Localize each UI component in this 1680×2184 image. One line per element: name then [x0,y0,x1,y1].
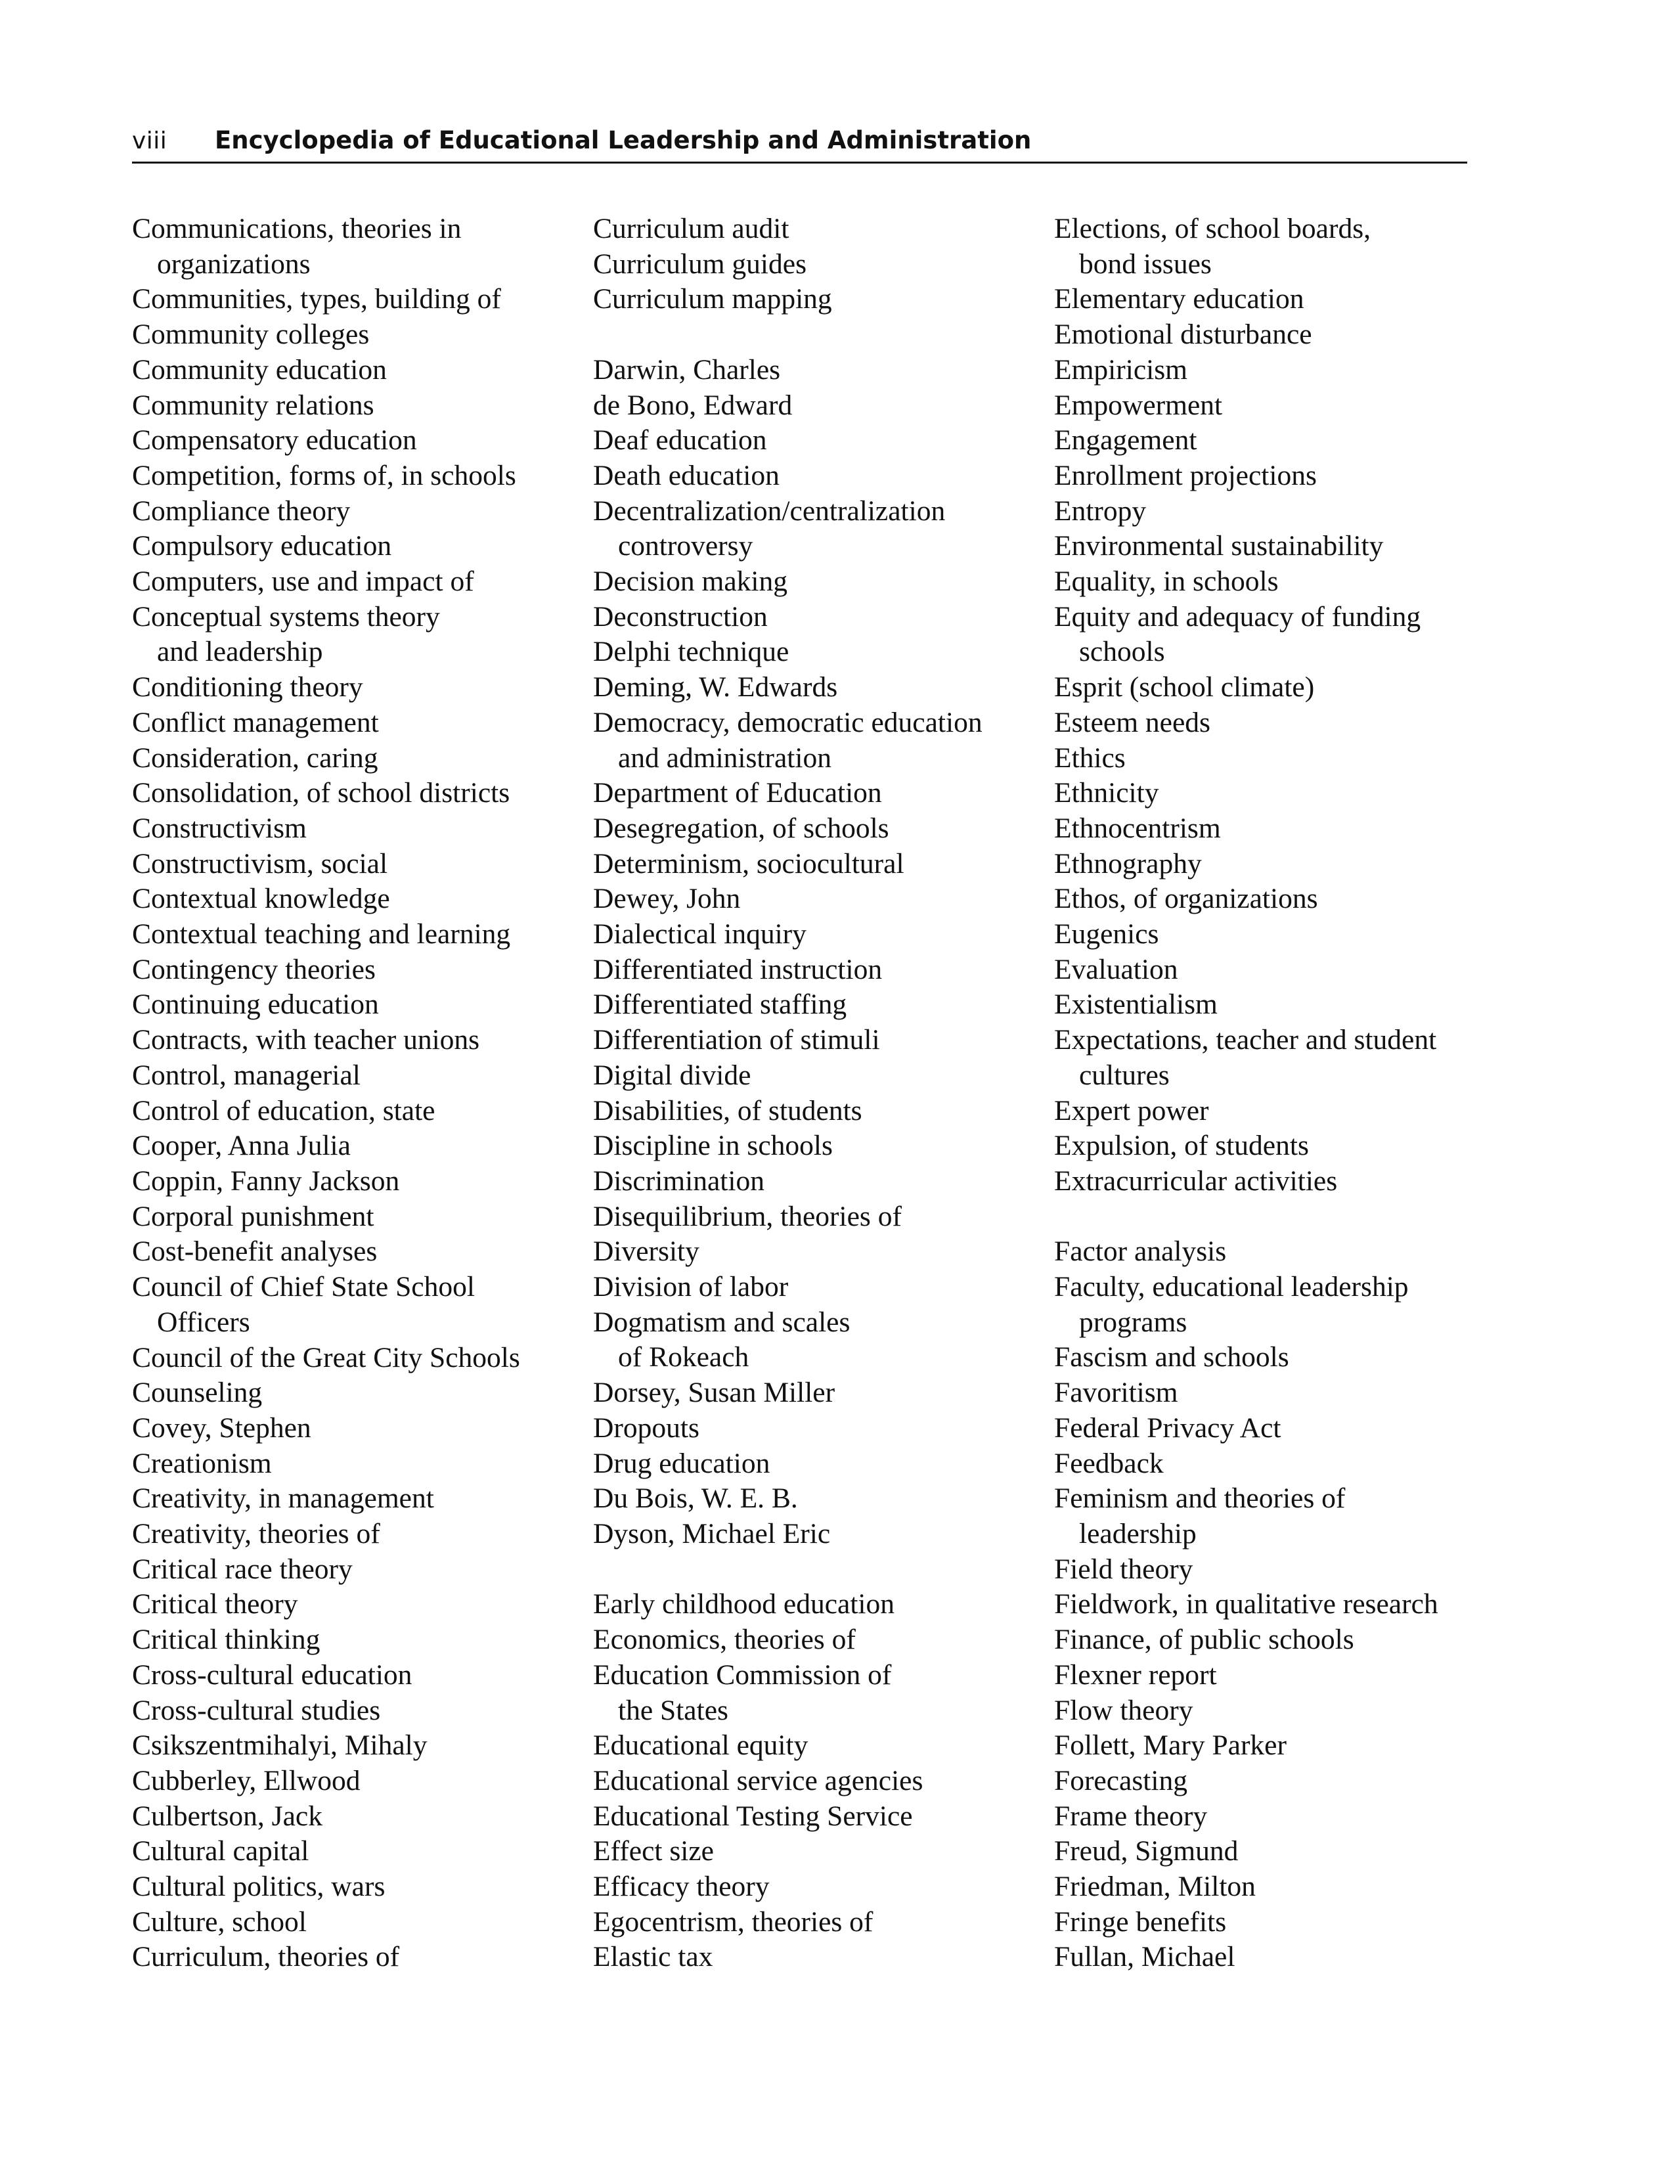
index-entry [593,705,1053,776]
entry-text: Drug education [593,1447,770,1479]
entry-text: Diversity [593,1236,699,1268]
index-entry [132,1128,592,1164]
entry-text: Faculty, educational leadership [1054,1271,1409,1303]
entry-text: Community relations [132,389,374,421]
index-entry [132,1799,592,1835]
index-entry [593,917,1053,952]
entry-text: Cooper, Anna Julia [132,1130,351,1162]
entry-text: Ethnography [1054,847,1202,880]
entry-text: Control, managerial [132,1059,361,1091]
entry-text: Curriculum mapping [593,283,832,315]
entry-continuation: leadership [1079,1518,1197,1549]
index-entry [1054,1340,1514,1375]
entry-text: Contextual teaching and learning [132,918,511,950]
entry-text: Critical thinking [132,1624,321,1656]
index-entry [132,1905,592,1940]
entry-text: Du Bois, W. E. B. [593,1482,798,1515]
index-entry [593,635,1053,670]
entry-text: Eugenics [1054,918,1159,950]
index-entry [132,1940,592,1975]
index-entry [593,1728,1053,1764]
entry-text: Department of Education [593,777,882,809]
index-entry [132,1094,592,1129]
index-entry [1054,1481,1514,1551]
index-entry [1054,1658,1514,1693]
index-entry [593,1305,1053,1375]
entry-text: Cultural capital [132,1835,309,1867]
index-entry [132,1446,592,1482]
index-entry [1054,741,1514,776]
index-entry [593,1622,1053,1658]
index-entry [593,1199,1053,1235]
entry-text: Curriculum, theories of [132,1941,400,1973]
entry-text: Conflict management [132,706,379,738]
entry-text: Fieldwork, in qualitative research [1054,1588,1438,1620]
entry-text: Digital divide [593,1059,751,1091]
index-entry [1054,670,1514,705]
index-entry [132,1199,592,1235]
entry-text: Equality, in schools [1054,566,1279,598]
index-entry [132,952,592,988]
entry-text: Culture, school [132,1905,307,1938]
entry-text: Fullan, Michael [1054,1941,1235,1973]
entry-text: Compliance theory [132,495,351,527]
entry-continuation: schools [1079,636,1165,668]
index-entry [1054,458,1514,494]
index-entry [1054,881,1514,917]
index-entry [593,776,1053,811]
entry-text: Covey, Stephen [132,1412,311,1444]
entry-text: Ethnicity [1054,777,1159,809]
entry-text: Differentiation of stimuli [593,1024,880,1056]
index-entry [593,1270,1053,1305]
index-entry [593,1375,1053,1411]
book-title: Encyclopedia of Educational Leadership and Administration [215,126,1032,154]
entry-text: Discipline in schools [593,1130,833,1162]
entry-text: Empowerment [1054,389,1223,421]
index-entry [132,1270,592,1340]
entry-text: Empiricism [1054,353,1187,386]
entry-text: Contracts, with teacher unions [132,1024,480,1056]
entry-text: Desegregation, of schools [593,812,889,844]
entry-text: Discrimination [593,1165,764,1197]
entry-continuation: controversy [618,530,753,562]
entry-text: Engagement [1054,424,1197,457]
entry-text: Flow theory [1054,1694,1193,1726]
index-entry [1054,564,1514,600]
entry-text: Deconstruction [593,600,768,633]
index-entry [132,1693,592,1729]
entry-text: Forecasting [1054,1764,1187,1796]
index-entry [132,1234,592,1270]
index-entry [132,987,592,1023]
entry-text: Division of labor [593,1271,789,1303]
entry-text: Conceptual systems theory [132,600,440,633]
index-entry [132,917,592,952]
entry-text: Evaluation [1054,953,1178,985]
entry-text: Equity and adequacy of funding [1054,600,1421,633]
index-entry [1054,847,1514,882]
entry-text: Feedback [1054,1447,1164,1479]
entry-text: Delphi technique [593,636,789,668]
index-entry [593,212,1053,247]
index-entry [593,1587,1053,1622]
index-entry [593,1834,1053,1869]
index-entry [1054,388,1514,424]
index-entry [593,670,1053,705]
index-entry [593,1481,1053,1517]
entry-text: Factor analysis [1054,1236,1227,1268]
index-entry [132,1587,592,1622]
page-number: viii [132,127,167,154]
entry-text: Council of Chief State School [132,1271,475,1303]
entry-text: Esprit (school climate) [1054,671,1315,703]
entry-text: Decentralization/centralization [593,495,946,527]
entry-text: Compensatory education [132,424,417,457]
entry-column-1 [132,212,592,1975]
entry-text: Feminism and theories of [1054,1482,1346,1515]
entry-text: Curriculum guides [593,248,807,280]
entry-text: Council of the Great City Schools [132,1341,520,1373]
entry-text: Educational equity [593,1729,808,1762]
entry-text: Egocentrism, theories of [593,1905,873,1938]
entry-text: Extracurricular activities [1054,1165,1338,1197]
index-entry [132,1517,592,1552]
entry-text: Competition, forms of, in schools [132,459,516,491]
entry-text: Communities, types, building of [132,283,501,315]
index-entry [132,1764,592,1799]
index-entry [1054,1164,1514,1199]
entry-text: Finance, of public schools [1054,1624,1354,1656]
entry-text: Contingency theories [132,953,376,985]
entry-text: Dorsey, Susan Miller [593,1377,835,1409]
entry-text: Creativity, theories of [132,1518,380,1550]
entry-text: Fringe benefits [1054,1905,1227,1938]
entry-text: Differentiated staffing [593,989,847,1021]
index-entry [593,353,1053,388]
index-entry [593,564,1053,600]
index-entry [1054,1693,1514,1729]
index-entry [132,1834,592,1869]
entry-text: Conditioning theory [132,671,363,703]
entry-text: Counseling [132,1377,263,1409]
index-entry [1054,1728,1514,1764]
index-entry [593,388,1053,424]
index-entry [1054,1622,1514,1658]
entry-column-2 [593,212,1053,1975]
entry-text: Federal Privacy Act [1054,1412,1281,1444]
entry-continuation: programs [1079,1306,1187,1338]
index-entry [132,1728,592,1764]
index-entry [132,353,592,388]
entry-text: Economics, theories of [593,1624,856,1656]
index-entry [1054,600,1514,670]
entry-text: Democracy, democratic education [593,706,983,738]
entry-text: Elementary education [1054,283,1304,315]
index-entry [593,1799,1053,1835]
index-entry [132,1481,592,1517]
entry-text: Ethnocentrism [1054,812,1221,844]
entry-text: Creationism [132,1447,272,1479]
entry-text: Cross-cultural studies [132,1694,381,1726]
entry-text: Control of education, state [132,1094,435,1126]
index-entry [593,1517,1053,1552]
index-entry [1054,1940,1514,1975]
entry-text: Dyson, Michael Eric [593,1518,831,1549]
index-entry [132,212,592,282]
index-entry [1054,1375,1514,1411]
entry-text: Cost-benefit analyses [132,1236,378,1268]
index-entry [1054,1411,1514,1446]
index-entry [1054,529,1514,564]
index-entry [1054,1128,1514,1164]
index-entry [132,1023,592,1058]
entry-text: Critical race theory [132,1553,353,1585]
entry-text: Dialectical inquiry [593,918,807,950]
entry-text: Existentialism [1054,989,1218,1021]
index-entry [132,317,592,353]
index-entry [1054,776,1514,811]
entry-text: Flexner report [1054,1659,1217,1691]
entry-text: Ethos, of organizations [1054,883,1318,915]
entry-text: Efficacy theory [593,1871,770,1903]
index-entry [593,881,1053,917]
index-entry [132,1058,592,1094]
entry-text: Consideration, caring [132,742,378,774]
entry-text: Early childhood education [593,1588,895,1620]
entry-text: Dropouts [593,1412,699,1444]
index-entry [1054,1552,1514,1588]
index-entry [593,847,1053,882]
index-entry [1054,1764,1514,1799]
entry-text: Coppin, Fanny Jackson [132,1165,400,1197]
entry-text: Effect size [593,1835,714,1867]
index-entry [593,1446,1053,1482]
index-entry [1054,353,1514,388]
index-entry [593,1023,1053,1058]
entry-continuation: the States [618,1694,728,1726]
entry-text: Constructivism, social [132,847,388,880]
index-entry [132,1341,592,1376]
entry-text: Darwin, Charles [593,353,781,386]
entry-text: Decision making [593,566,787,598]
index-entry [132,282,592,317]
index-entry [593,1234,1053,1270]
index-entry [1054,1834,1514,1869]
index-entry [132,600,592,670]
entry-text: Community education [132,353,387,386]
index-entry [132,388,592,424]
entry-text: Compulsory education [132,530,392,562]
index-entry [132,705,592,741]
entry-text: Elastic tax [593,1941,713,1973]
index-entry [1054,1799,1514,1835]
entry-text: Follett, Mary Parker [1054,1729,1287,1762]
index-entry [593,1658,1053,1728]
index-entry [1054,317,1514,353]
index-entry [132,1411,592,1446]
index-entry [132,847,592,882]
entry-text: Cubberley, Ellwood [132,1764,361,1796]
index-entry [132,1658,592,1693]
entry-text: Critical theory [132,1588,298,1620]
entry-text: Consolidation, of school districts [132,777,510,809]
entry-text: Computers, use and impact of [132,566,474,598]
entry-text: Community colleges [132,319,370,351]
index-entry [593,600,1053,635]
entry-text: Friedman, Milton [1054,1871,1256,1903]
entry-continuation: and administration [618,742,831,774]
entry-text: Entropy [1054,495,1147,527]
index-entry [1054,282,1514,317]
index-entry [1054,1094,1514,1129]
entry-text: Communications, theories in [132,213,462,244]
entry-text: Dogmatism and scales [593,1306,851,1338]
entry-text: Curriculum audit [593,213,789,244]
entry-text: Fascism and schools [1054,1341,1289,1373]
index-entry [593,1411,1053,1446]
index-entry [593,1128,1053,1164]
entry-text: Culbertson, Jack [132,1800,322,1832]
entry-text: Frame theory [1054,1800,1208,1832]
index-entry [593,811,1053,847]
index-entry [593,1940,1053,1975]
entry-continuation: cultures [1079,1059,1170,1091]
index-entry [132,564,592,600]
entry-text: Elections, of school boards, [1054,213,1371,244]
index-entry [132,1375,592,1411]
index-entry [593,1164,1053,1199]
entry-continuation: and leadership [157,636,323,668]
index-entry [132,1552,592,1588]
index-entry [1054,987,1514,1023]
index-entry [593,282,1053,317]
entry-text: Field theory [1054,1553,1193,1585]
entry-text: Death education [593,459,780,491]
index-entry [593,423,1053,458]
index-entry [593,247,1053,282]
index-entry [1054,917,1514,952]
entry-column-3 [1054,212,1514,1975]
index-entry [132,670,592,705]
index-entry [132,1622,592,1658]
index-entry [593,987,1053,1023]
index-entry [1054,494,1514,529]
index-entry [1054,212,1514,282]
entry-text: Dewey, John [593,883,741,915]
index-entry [1054,1234,1514,1270]
entry-text: Creativity, in management [132,1482,434,1515]
entry-text: Environmental sustainability [1054,530,1384,562]
index-entry [132,529,592,564]
entry-text: Expert power [1054,1094,1209,1126]
entry-text: Expulsion, of students [1054,1130,1309,1162]
entry-text: Cross-cultural education [132,1659,412,1691]
entry-text: Cultural politics, wars [132,1871,386,1903]
index-entry [132,776,592,811]
index-entry [132,811,592,847]
entry-text: Deaf education [593,424,767,457]
entry-continuation: organizations [157,248,311,280]
entry-text: Emotional disturbance [1054,319,1312,351]
index-entry [1054,705,1514,741]
index-entry [132,881,592,917]
entry-text: Education Commission of [593,1659,892,1691]
index-entry [593,1905,1053,1940]
entry-text: de Bono, Edward [593,389,793,421]
index-entry [593,1869,1053,1905]
entry-text: Freud, Sigmund [1054,1835,1239,1867]
entry-continuation: bond issues [1079,248,1212,280]
entry-text: Esteem needs [1054,706,1210,738]
entry-text: Disequilibrium, theories of [593,1200,902,1232]
entry-text: Constructivism [132,812,307,844]
entry-text: Deming, W. Edwards [593,671,838,703]
entry-text: Determinism, sociocultural [593,847,904,880]
entry-continuation: Officers [157,1306,250,1338]
index-entry [593,458,1053,494]
entry-text: Educational service agencies [593,1764,923,1796]
index-entry [132,423,592,458]
entry-text: Favoritism [1054,1377,1178,1409]
index-entry [132,741,592,776]
running-head [132,125,1467,164]
entry-continuation: of Rokeach [618,1341,749,1373]
entry-text: Disabilities, of students [593,1094,862,1126]
index-entry [593,952,1053,988]
index-entry [1054,1270,1514,1340]
entry-text: Continuing education [132,989,379,1021]
index-entry [593,1058,1053,1094]
index-entry [1054,1587,1514,1622]
index-entry [132,1164,592,1199]
entry-text: Csikszentmihalyi, Mihaly [132,1729,428,1762]
index-entry [1054,952,1514,988]
index-entry [1054,1446,1514,1482]
index-entry [593,1764,1053,1799]
index-entry [593,1094,1053,1129]
entry-text: Educational Testing Service [593,1800,913,1832]
index-entry [132,458,592,494]
index-entry [1054,1905,1514,1940]
contents-columns [0,212,1680,2051]
index-entry [132,494,592,529]
entry-text: Differentiated instruction [593,953,883,985]
index-entry [593,494,1053,564]
index-entry [1054,423,1514,458]
index-entry [1054,811,1514,847]
entry-text: Contextual knowledge [132,883,390,915]
entry-text: Corporal punishment [132,1200,374,1232]
entry-text: Expectations, teacher and student [1054,1024,1437,1056]
index-entry [1054,1869,1514,1905]
entry-text: Enrollment projections [1054,459,1317,491]
index-entry [132,1869,592,1905]
index-entry [1054,1023,1514,1093]
entry-text: Ethics [1054,742,1126,774]
